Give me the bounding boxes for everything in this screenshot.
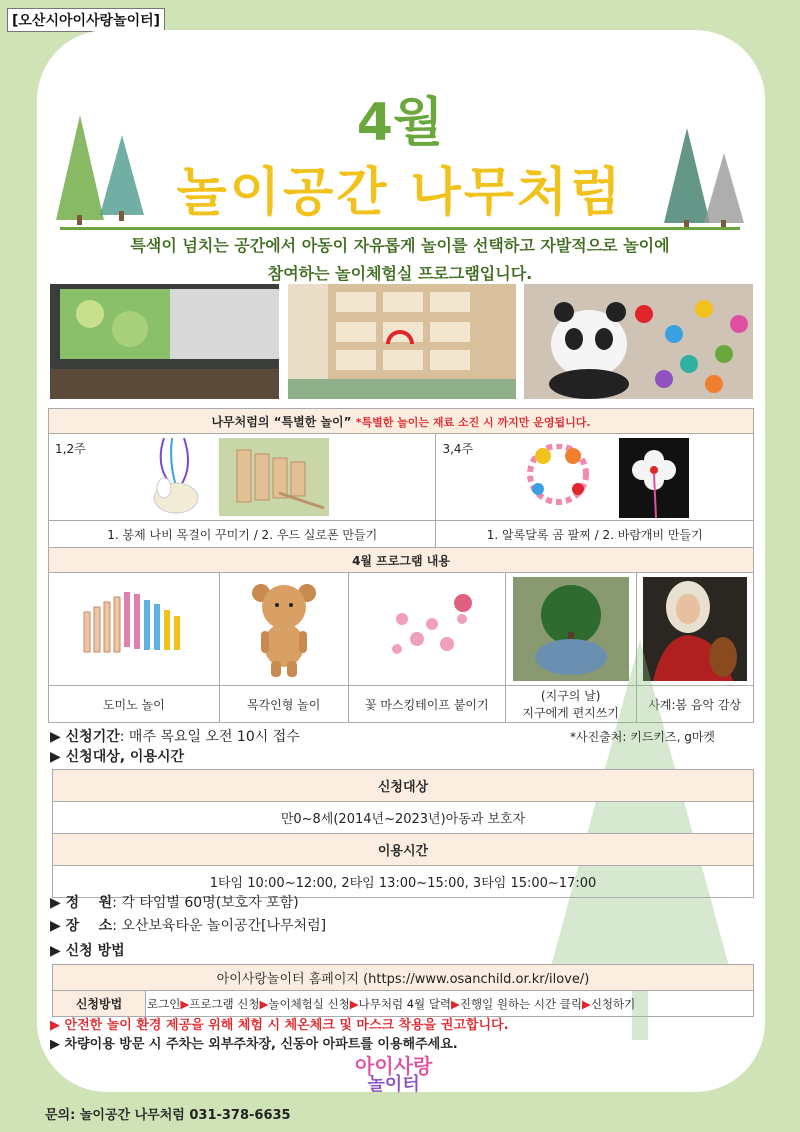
iloveplay-logo bbox=[355, 1056, 432, 1094]
title-divider bbox=[60, 227, 740, 230]
program-label-3: 꽃 마스킹테이프 붙이기 bbox=[348, 686, 505, 723]
apply-period-value: : 매주 목요일 오전 10시 접수 bbox=[119, 729, 300, 745]
intro-line-1: 특색이 넘치는 공간에서 아동이 자유롭게 놀이를 선택하고 자발적으로 놀이에 bbox=[130, 236, 670, 255]
intro-text bbox=[40, 232, 760, 288]
place-value: : 오산보육타운 놀이공간[나무처럼] bbox=[112, 918, 327, 934]
program-image-cell-1 bbox=[49, 573, 220, 686]
program-heading: 4월 프로그램 내용 bbox=[49, 548, 754, 573]
program-label-4-line-2: 지구에게 편지쓰기 bbox=[522, 706, 619, 720]
bear-bracelet-image bbox=[518, 444, 613, 514]
target-time-heading: ▶ 신청대상, 이용시간 bbox=[50, 749, 185, 765]
logo-text-2: 놀이터 bbox=[367, 1074, 420, 1095]
time-header: 이용시간 bbox=[53, 834, 754, 866]
logo-text-1: 아이사랑 bbox=[355, 1054, 433, 1078]
method-label: 신청 방법 bbox=[65, 943, 125, 959]
photo-source: *사진출처: 키드키즈, g마켓 bbox=[570, 730, 716, 744]
play-room-photo bbox=[50, 284, 279, 399]
special-play-heading: 나무처럼의 “특별한 놀이” bbox=[211, 414, 352, 429]
method-step-2: 프로그램 신청 bbox=[189, 996, 260, 1011]
method-step-5: 진행일 원하는 시간 클릭 bbox=[459, 996, 582, 1011]
target-value: 만0~8세(2014년~2023년)아동과 보호자 bbox=[53, 802, 754, 834]
place: ▶ 장 소: 오산보육타운 놀이공간[나무처럼] bbox=[50, 918, 327, 934]
method-step-1: 로그인 bbox=[147, 996, 181, 1011]
contact-info: 문의: 놀이공간 나무처럼 031-378-6635 bbox=[45, 1108, 291, 1123]
program-image-cell-2 bbox=[219, 573, 348, 686]
special-week-12-cell bbox=[49, 434, 436, 521]
method-header: 신청방법 bbox=[53, 991, 146, 1017]
special-play-note: *특별한 놀이는 재료 소진 시 까지만 운영됩니다. bbox=[355, 415, 591, 429]
target-time-label: 신청대상, 이용시간 bbox=[65, 749, 185, 765]
week-label-12: 1,2주 bbox=[55, 442, 86, 456]
method-step-3: 놀이체험실 신청 bbox=[268, 996, 350, 1011]
parking-notice: ▶ 차량이용 방문 시 주차는 외부주차장, 신동아 아파트를 이용해주세요. bbox=[50, 1037, 458, 1052]
month-heading: 4월 bbox=[356, 93, 444, 153]
wooden-doll-image bbox=[239, 579, 329, 679]
program-label-4-line-1: (지구의 날) bbox=[540, 689, 601, 703]
apply-period: ▶ 신청기간: 매주 목요일 오전 10시 접수 bbox=[50, 729, 300, 745]
target-time-table bbox=[52, 769, 754, 898]
intro-line-2: 참여하는 놀이체험실 프로그램입니다. bbox=[267, 264, 533, 283]
program-label-1: 도미노 놀이 bbox=[49, 686, 220, 723]
special-week-34-cell bbox=[436, 434, 754, 521]
apply-period-label: 신청기간 bbox=[65, 729, 120, 745]
special-caption-34: 1. 알록달록 곰 팔찌 / 2. 바람개비 만들기 bbox=[436, 521, 754, 548]
capacity-value: : 각 타임별 60명(보호자 포함) bbox=[112, 895, 299, 911]
special-caption-12: 1. 봉제 나비 목걸이 꾸미기 / 2. 우드 실로폰 만들기 bbox=[49, 521, 436, 548]
target-header: 신청대상 bbox=[53, 770, 754, 802]
capacity: ▶ 정 원: 각 타임별 60명(보호자 포함) bbox=[50, 895, 299, 911]
place-label: 장 소 bbox=[65, 918, 113, 934]
program-image-cell-3 bbox=[348, 573, 505, 686]
special-play-header bbox=[49, 409, 754, 434]
capacity-label: 정 원 bbox=[65, 895, 113, 911]
domino-image bbox=[74, 582, 194, 677]
pinwheel-image bbox=[619, 438, 689, 518]
shelf-photo bbox=[288, 284, 516, 399]
wood-xylophone-image bbox=[219, 438, 329, 516]
page-title: 놀이공간 나무처럼 bbox=[176, 163, 624, 223]
method-steps: 로그인▶프로그램 신청▶놀이체험실 신청▶나무처럼 4월 달력▶진행일 원하는 시간 클릭▶신청하기 bbox=[146, 991, 754, 1017]
program-label-2: 목각인형 놀이 bbox=[219, 686, 348, 723]
organization-label: [오산시아이사랑놀이터] bbox=[7, 8, 165, 32]
method-step-6: 신청하기 bbox=[590, 996, 636, 1011]
method-step-4: 나무처럼 4월 달력 bbox=[358, 996, 452, 1011]
homepage-link[interactable]: 아이사랑놀이터 홈페이지 (https://www.osanchild.or.kr/ilove/) bbox=[53, 965, 754, 991]
program-label-5: 사계:봄 음악 감상 bbox=[636, 686, 754, 723]
safety-warning: ▶ 안전한 놀이 환경 제공을 위해 체험 시 체온체크 및 마스크 착용을 권고합니다. bbox=[50, 1018, 509, 1033]
panda-photo bbox=[524, 284, 753, 399]
method-heading: ▶ 신청 방법 bbox=[50, 943, 125, 959]
flower-tape-image bbox=[372, 584, 482, 674]
method-table bbox=[52, 964, 754, 1017]
week-label-34: 3,4주 bbox=[442, 442, 474, 456]
time-value: 1타임 10:00~12:00, 2타임 13:00~15:00, 3타임 15:00~17:00 bbox=[53, 866, 754, 898]
